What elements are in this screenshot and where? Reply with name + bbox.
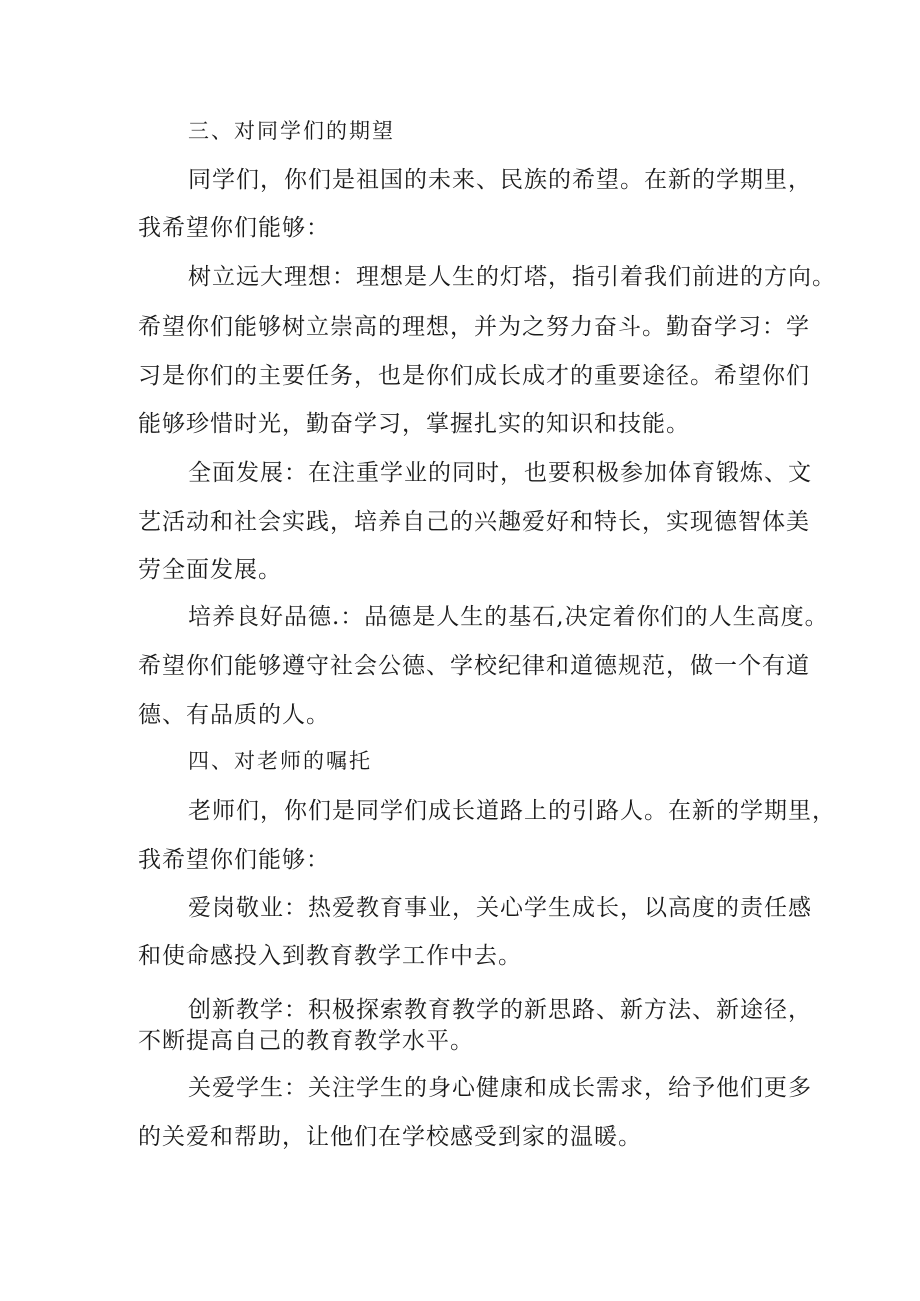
paragraph-line: 希望你们能够树立崇高的理想，并为之努力奋斗。勤奋学习：学 [138,314,810,340]
section-heading: 四、对老师的嘱托 [188,749,372,773]
section-heading: 三、对同学们的期望 [188,119,395,143]
paragraph-line: 德、有品质的人。 [138,702,330,728]
paragraph-line: 劳全面发展。 [138,557,282,583]
paragraph-line: 创新教学：积极探索教育教学的新思路、新方法、新途径， [188,997,812,1023]
paragraph-line: 的关爱和帮助，让他们在学校感受到家的温暖。 [138,1124,642,1150]
paragraph-line: 培养良好品德.：品德是人生的基石,决定着你们的人生高度。 [188,604,829,630]
paragraph-line: 不断提高自己的教育教学水平。 [138,1028,474,1054]
paragraph-line: 希望你们能够遵守社会公德、学校纪律和道德规范，做一个有道 [138,653,810,679]
paragraph-line: 全面发展：在注重学业的同时，也要积极参加体育锻炼、文 [188,460,812,486]
paragraph-line: 同学们，你们是祖国的未来、民族的希望。在新的学期里， [188,167,812,193]
paragraph-line: 爱岗敬业：热爱教育事业，关心学生成长，以高度的责任感 [188,895,812,921]
paragraph-line: 关爱学生：关注学生的身心健康和成长需求，给予他们更多 [188,1075,812,1101]
paragraph-line: 习是你们的主要任务，也是你们成长成才的重要途径。希望你们 [138,363,810,389]
paragraph-line: 老师们，你们是同学们成长道路上的引路人。在新的学期里， [188,798,836,824]
paragraph-line: 树立远大理想：理想是人生的灯塔，指引着我们前进的方向。 [188,264,836,290]
paragraph-line: 艺活动和社会实践，培养自己的兴趣爱好和特长，实现德智体美 [138,509,810,535]
paragraph-line: 和使命感投入到教育教学工作中去。 [138,943,522,969]
paragraph-line: 我希望你们能够： [138,847,330,873]
paragraph-line: 我希望你们能够： [138,215,330,241]
paragraph-line: 能够珍惜时光，勤奋学习，掌握扎实的知识和技能。 [138,411,690,437]
